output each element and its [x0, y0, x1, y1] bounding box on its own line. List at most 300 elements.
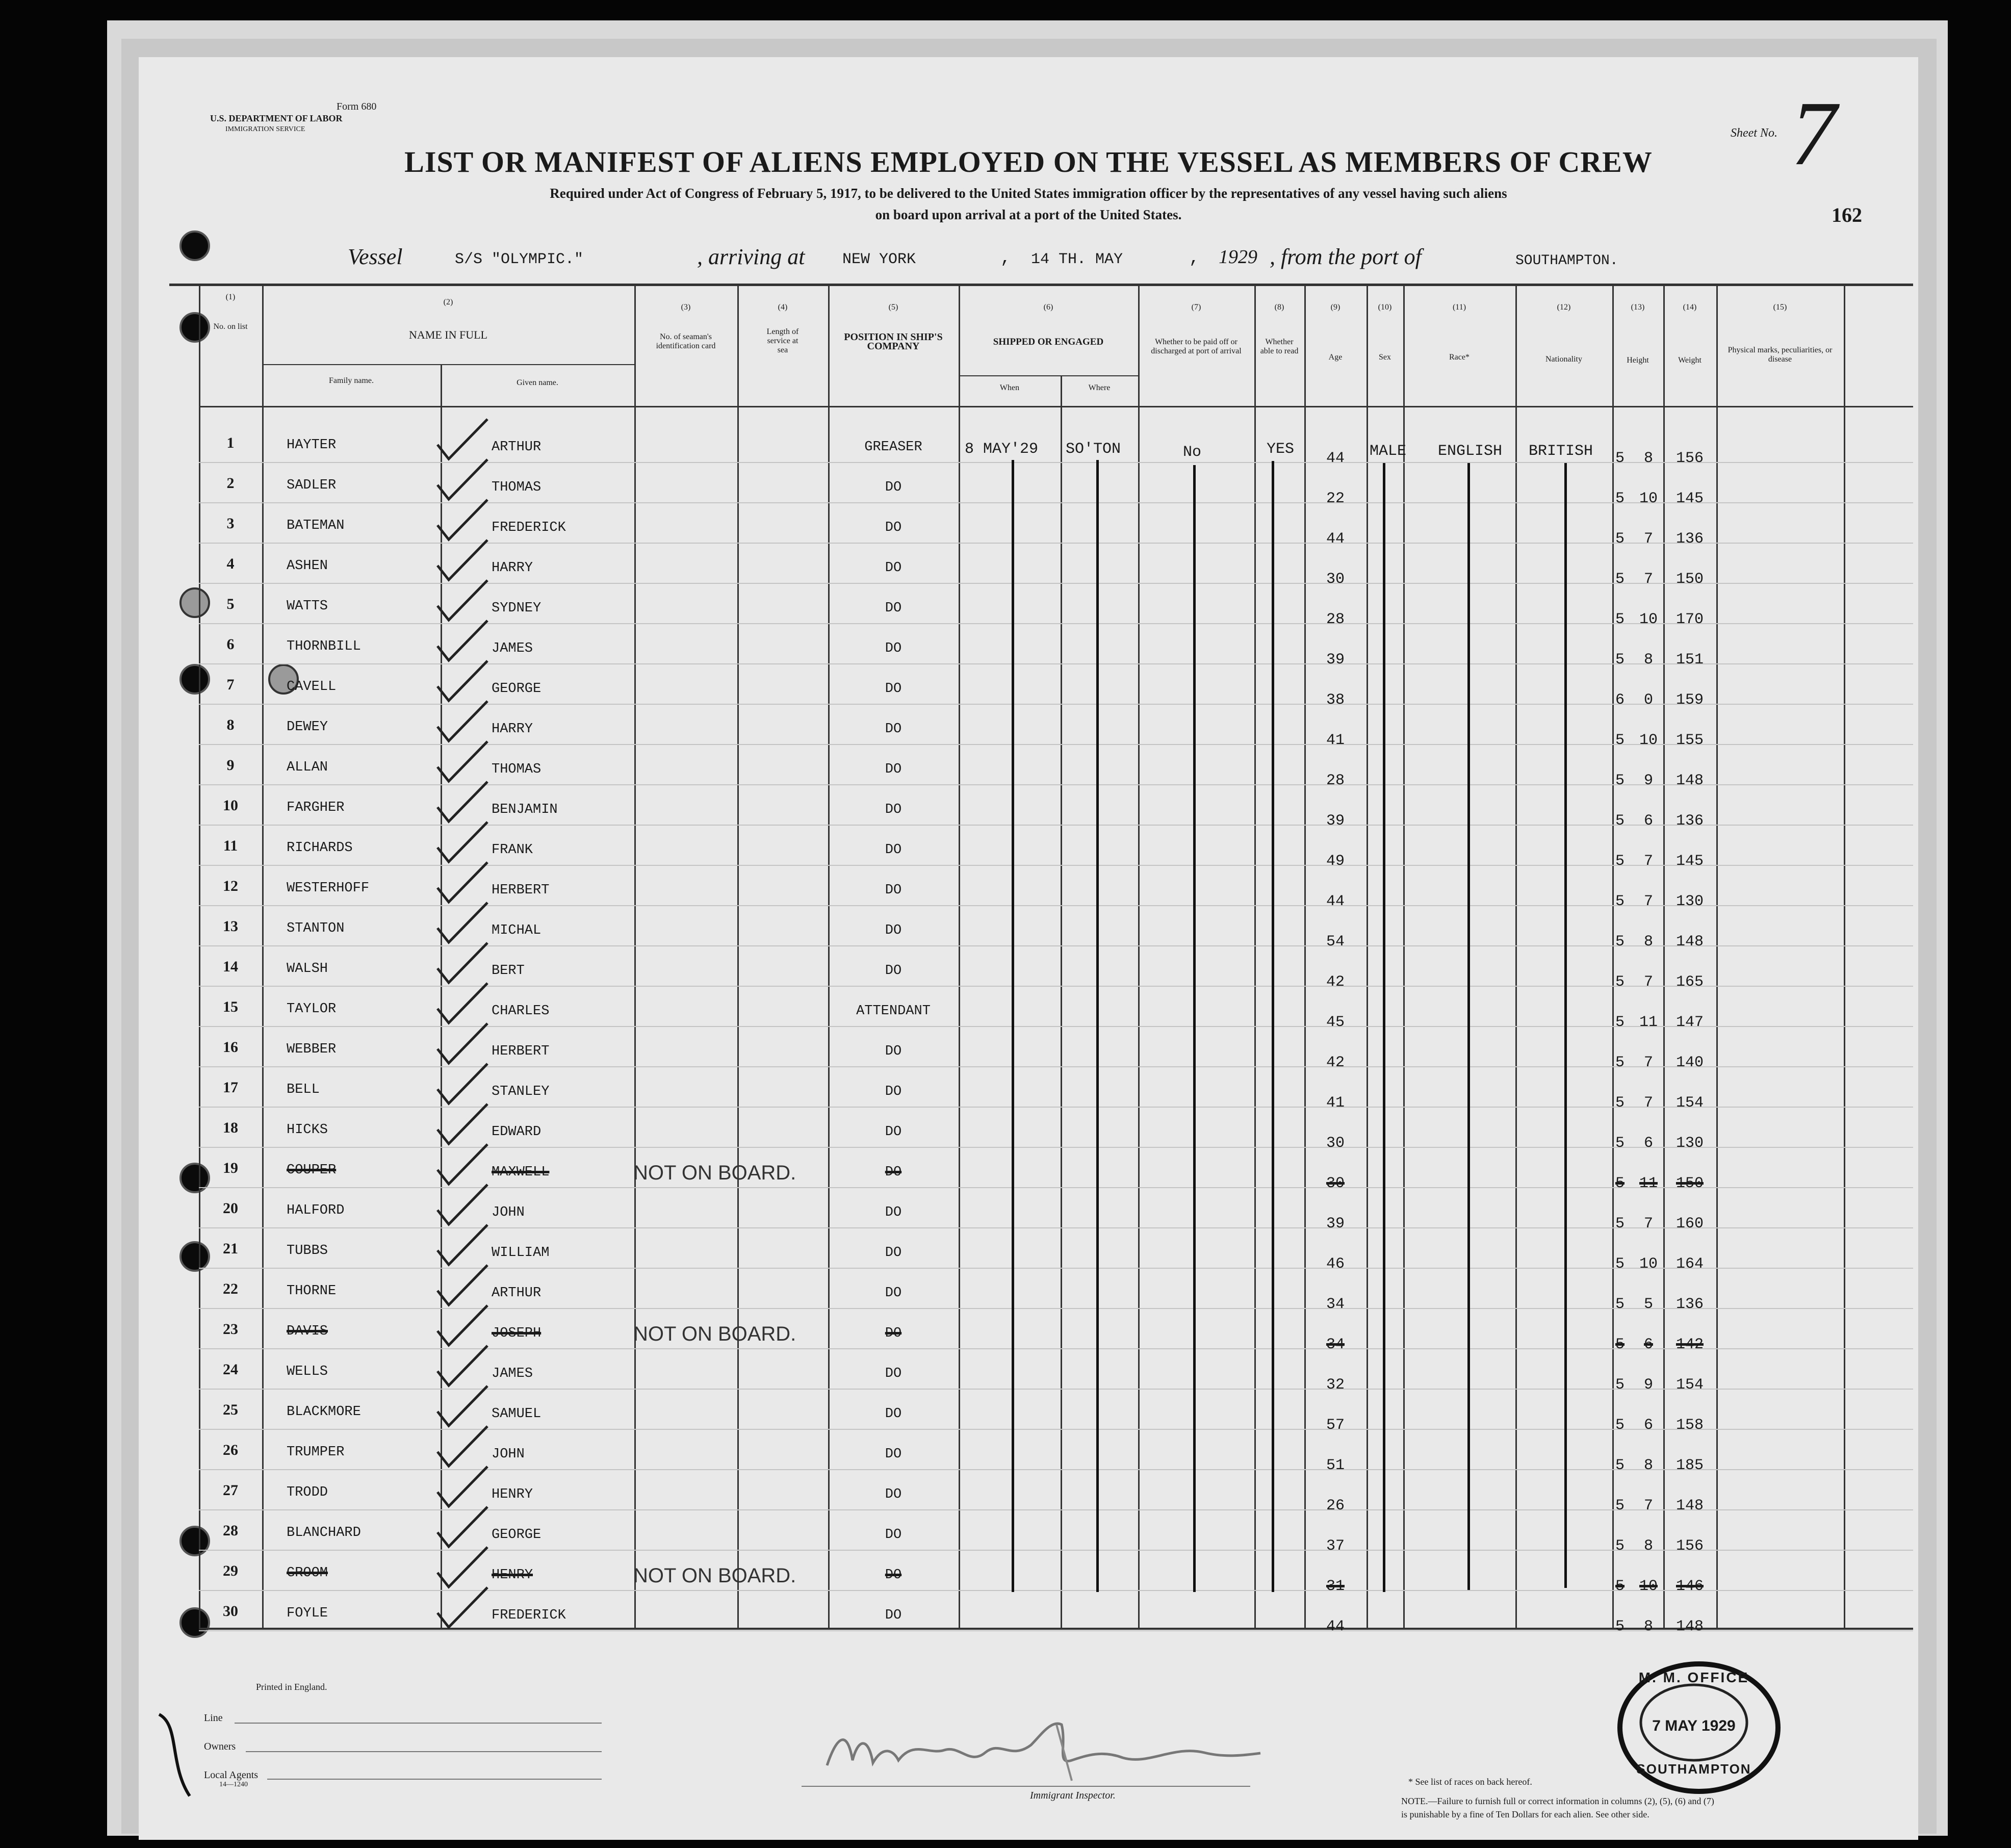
position: DO	[885, 1608, 902, 1623]
arriving-label: , arriving at	[697, 244, 805, 269]
check-mark	[434, 940, 491, 986]
stamp-top-text: M. M. OFFICE	[1638, 1670, 1749, 1685]
col5-header: POSITION IN SHIP'S COMPANY	[844, 331, 943, 352]
height-inches: 8	[1643, 933, 1653, 951]
age: 39	[1326, 651, 1345, 669]
height-inches: 10	[1639, 1255, 1658, 1273]
ditto-stroke	[1096, 460, 1099, 1592]
col9-num: (9)	[1330, 303, 1340, 312]
col13-num: (13)	[1631, 303, 1645, 312]
row-number: 28	[223, 1522, 238, 1539]
height-inches: 10	[1639, 611, 1658, 628]
family-name: WATTS	[287, 599, 328, 614]
age: 44	[1326, 893, 1345, 910]
family-name: THORNBILL	[287, 639, 361, 654]
row-number: 18	[223, 1119, 238, 1136]
departure-port: SOUTHAMPTON.	[1515, 253, 1618, 269]
given-name: HERBERT	[492, 883, 550, 898]
family-name: WELLS	[287, 1364, 328, 1379]
col14-header: Weight	[1678, 356, 1701, 365]
height-inches: 5	[1643, 1296, 1653, 1313]
weight: 148	[1675, 1618, 1704, 1635]
age: 30	[1326, 571, 1345, 588]
line-rule	[235, 1723, 602, 1724]
col-line	[1844, 284, 1845, 1630]
height-feet: 5	[1615, 732, 1625, 749]
check-mark	[434, 779, 491, 825]
manifest-page	[139, 57, 1918, 1840]
service: IMMIGRATION SERVICE	[225, 125, 305, 133]
row-number: 1	[226, 434, 235, 451]
weight: 145	[1675, 490, 1704, 507]
weight: 136	[1675, 1296, 1704, 1313]
height-inches: 9	[1643, 772, 1653, 789]
position: DO	[885, 1165, 902, 1180]
col4-num: (4)	[778, 303, 788, 312]
height-inches: 7	[1643, 853, 1653, 870]
height-feet: 5	[1615, 1336, 1625, 1353]
given-name: STANLEY	[492, 1084, 550, 1099]
row-number: 9	[226, 757, 235, 774]
col-line	[1254, 284, 1256, 1630]
weight: 142	[1675, 1336, 1704, 1353]
table-top-border	[169, 284, 1913, 286]
note-penalty-2: is punishable by a fine of Ten Dollars for each alien. See other side.	[1401, 1809, 1649, 1819]
weight: 155	[1675, 732, 1704, 749]
family-name: TUBBS	[287, 1243, 328, 1259]
family-name: WEBBER	[287, 1042, 337, 1057]
given-name: HERBERT	[492, 1044, 550, 1059]
note-penalty-1: NOTE.—Failure to furnish full or correct information in columns (2), (5), (6) and (7)	[1401, 1796, 1714, 1806]
check-mark	[434, 456, 491, 502]
age: 57	[1326, 1417, 1345, 1434]
printed-in: Printed in England.	[256, 1682, 327, 1692]
weight: 136	[1675, 812, 1704, 830]
age: 46	[1326, 1255, 1345, 1273]
position: DO	[885, 1527, 902, 1543]
height-inches: 8	[1643, 651, 1653, 669]
sep-comma-2: ,	[1189, 249, 1200, 268]
weight: 130	[1675, 893, 1704, 910]
col-line	[1403, 284, 1405, 1630]
position: DO	[885, 681, 902, 697]
weight: 150	[1675, 1175, 1704, 1192]
col1-header: No. on list	[213, 322, 248, 331]
check-mark	[434, 1544, 491, 1590]
family-name: WALSH	[287, 961, 328, 977]
col-line	[959, 284, 960, 1630]
height-feet: 5	[1615, 1255, 1625, 1273]
agents-label: Local Agents	[204, 1769, 259, 1781]
ditto-stroke	[1193, 465, 1196, 1592]
height-feet: 5	[1615, 1215, 1625, 1233]
height-inches: 7	[1643, 530, 1653, 548]
col9-header: Age	[1328, 353, 1343, 362]
given-name: BENJAMIN	[492, 802, 558, 817]
sex-value: MALE	[1370, 443, 1407, 460]
row-number: 23	[223, 1321, 238, 1338]
pencil-mark	[149, 1704, 210, 1806]
height-feet: 5	[1615, 571, 1625, 588]
position: DO	[885, 520, 902, 535]
owners-rule	[246, 1751, 602, 1752]
weight: 148	[1675, 933, 1704, 951]
given-name: JAMES	[492, 1366, 533, 1381]
check-mark	[434, 1182, 491, 1227]
weight: 146	[1675, 1578, 1704, 1595]
position: DO	[885, 1084, 902, 1099]
height-feet: 5	[1615, 450, 1625, 467]
check-mark	[434, 1141, 491, 1187]
position: DO	[885, 802, 902, 817]
position: DO	[885, 1205, 902, 1220]
given-name: ARTHUR	[492, 440, 542, 455]
stamp-date: 7 MAY 1929	[1652, 1717, 1736, 1734]
height-inches: 9	[1643, 1376, 1653, 1394]
height-inches: 7	[1643, 1054, 1653, 1071]
height-feet: 5	[1615, 933, 1625, 951]
col-line	[262, 284, 264, 1630]
position: DO	[885, 963, 902, 979]
height-inches: 6	[1643, 1336, 1653, 1353]
age: 34	[1326, 1296, 1345, 1313]
row-number: 16	[223, 1039, 238, 1056]
height-feet: 5	[1615, 1175, 1625, 1192]
given-name: SYDNEY	[492, 601, 542, 616]
height-inches: 7	[1643, 1497, 1653, 1515]
height-feet: 5	[1615, 1618, 1625, 1635]
given-name: HENRY	[492, 1487, 533, 1502]
family-name: GROOM	[287, 1565, 328, 1581]
family-name: TRODD	[287, 1485, 328, 1500]
col3-num: (3)	[681, 303, 691, 312]
family-name: TRUMPER	[287, 1445, 345, 1460]
weight: 159	[1675, 691, 1704, 709]
arrival-year: 1929	[1219, 246, 1257, 268]
weight: 170	[1675, 611, 1704, 628]
position: DO	[885, 480, 902, 495]
sheet-label: Sheet No.	[1731, 126, 1777, 140]
weight: 158	[1675, 1417, 1704, 1434]
check-mark	[434, 980, 491, 1026]
weight: 148	[1675, 1497, 1704, 1515]
not-on-board-stamp: NOT ON BOARD.	[633, 1564, 796, 1587]
note-races: * See list of races on back hereof.	[1408, 1777, 1532, 1787]
row-number: 7	[226, 676, 235, 693]
check-mark	[434, 1584, 491, 1630]
ditto-stroke	[1272, 461, 1274, 1592]
row-number: 20	[223, 1200, 238, 1217]
height-feet: 5	[1615, 812, 1625, 830]
height-feet: 5	[1615, 1135, 1625, 1152]
col-line	[1138, 284, 1140, 1630]
height-inches: 6	[1643, 1135, 1653, 1152]
weight: 164	[1675, 1255, 1704, 1273]
family-name: HICKS	[287, 1122, 328, 1138]
col12-header: Nationality	[1545, 355, 1582, 364]
race-value: ENGLISH	[1438, 443, 1503, 460]
height-feet: 5	[1615, 772, 1625, 789]
given-name: THOMAS	[492, 480, 542, 495]
family-name: THORNE	[287, 1284, 337, 1299]
check-mark	[434, 900, 491, 945]
age: 42	[1326, 973, 1345, 991]
family-name: DAVIS	[287, 1324, 328, 1339]
col15-header: Physical marks, peculiarities, or disease	[1728, 346, 1833, 364]
height-inches: 7	[1643, 1094, 1653, 1112]
age: 37	[1326, 1537, 1345, 1555]
given-name: BERT	[492, 963, 525, 979]
row-number: 24	[223, 1361, 238, 1378]
col-line	[1061, 376, 1062, 1630]
height-inches: 8	[1643, 1457, 1653, 1474]
col-line	[634, 284, 636, 1630]
age: 41	[1326, 732, 1345, 749]
family-name: CAVELL	[287, 679, 337, 695]
check-mark	[434, 577, 491, 623]
given-name: JOHN	[492, 1447, 525, 1462]
position: DO	[885, 560, 902, 576]
row-number: 22	[223, 1280, 238, 1297]
position: DO	[885, 1124, 902, 1140]
weight: 160	[1675, 1215, 1704, 1233]
weight: 136	[1675, 530, 1704, 548]
arrival-port: NEW YORK	[842, 251, 916, 268]
row-number: 2	[226, 475, 235, 492]
col5-num: (5)	[888, 303, 898, 312]
height-feet: 5	[1615, 1014, 1625, 1031]
col7-num: (7)	[1191, 303, 1201, 312]
check-mark	[434, 738, 491, 784]
age: 26	[1326, 1497, 1345, 1515]
inspector-label: Immigrant Inspector.	[1030, 1790, 1116, 1801]
family-name: TAYLOR	[287, 1002, 337, 1017]
col2b-header: Given name.	[517, 378, 558, 387]
age: 49	[1326, 853, 1345, 870]
col14-num: (14)	[1683, 303, 1697, 312]
row-number: 14	[223, 958, 238, 975]
height-inches: 7	[1643, 893, 1653, 910]
height-inches: 8	[1643, 450, 1653, 467]
height-inches: 8	[1643, 1537, 1653, 1555]
manifest-title: LIST OR MANIFEST OF ALIENS EMPLOYED ON THE VESSEL AS MEMBERS OF CREW	[404, 145, 1653, 178]
given-name: EDWARD	[492, 1124, 542, 1140]
position: DO	[885, 1406, 902, 1422]
family-name: ALLAN	[287, 760, 328, 775]
weight: 140	[1675, 1054, 1704, 1071]
age: 44	[1326, 1618, 1345, 1635]
age: 39	[1326, 812, 1345, 830]
department: U.S. DEPARTMENT OF LABOR	[210, 113, 343, 123]
col6a-header: When	[999, 383, 1020, 392]
given-name: THOMAS	[492, 762, 542, 777]
given-name: HARRY	[492, 560, 533, 576]
age: 54	[1326, 933, 1345, 951]
height-inches: 7	[1643, 1215, 1653, 1233]
row-number: 29	[223, 1562, 238, 1579]
col8-header: Whether able to read	[1260, 338, 1299, 355]
height-feet: 5	[1615, 893, 1625, 910]
age: 28	[1326, 611, 1345, 628]
check-mark	[434, 1383, 491, 1429]
weight: 151	[1675, 651, 1704, 669]
height-inches: 10	[1639, 490, 1658, 507]
row-number: 4	[226, 555, 235, 572]
header-bottom-border	[199, 406, 1913, 407]
inspector-signature	[817, 1704, 1266, 1791]
check-mark	[434, 618, 491, 663]
given-name: FREDERICK	[492, 1608, 566, 1623]
position: DO	[885, 1326, 902, 1341]
weight: 150	[1675, 571, 1704, 588]
age: 51	[1326, 1457, 1345, 1474]
row-number: 21	[223, 1240, 238, 1257]
height-feet: 5	[1615, 1054, 1625, 1071]
col3-header: No. of seaman's identification card	[656, 332, 716, 350]
position: DO	[885, 842, 902, 858]
vessel-label: Vessel	[348, 244, 403, 269]
check-mark	[434, 1101, 491, 1147]
given-name: JAMES	[492, 641, 533, 656]
row-number: 30	[223, 1603, 238, 1620]
check-mark	[434, 1343, 491, 1389]
arrival-date: 14 TH. MAY	[1031, 251, 1123, 268]
check-mark	[434, 1222, 491, 1268]
col-line	[1716, 284, 1718, 1630]
row-number: 10	[223, 797, 238, 814]
height-inches: 0	[1643, 691, 1653, 709]
family-name: FARGHER	[287, 800, 345, 815]
age: 34	[1326, 1336, 1345, 1353]
row-number: 11	[223, 837, 238, 854]
height-feet: 5	[1615, 611, 1625, 628]
height-feet: 5	[1615, 651, 1625, 669]
age: 39	[1326, 1215, 1345, 1233]
height-feet: 5	[1615, 1457, 1625, 1474]
ditto-stroke	[1467, 463, 1470, 1590]
height-inches: 8	[1643, 1618, 1653, 1635]
check-mark	[434, 819, 491, 865]
owners-label: Owners	[204, 1741, 236, 1752]
position: DO	[885, 883, 902, 898]
age: 31	[1326, 1578, 1345, 1595]
paid-off-value: No	[1183, 444, 1202, 461]
weight: 156	[1675, 1537, 1704, 1555]
given-name: WILLIAM	[492, 1245, 550, 1261]
age: 30	[1326, 1175, 1345, 1192]
check-mark	[434, 416, 491, 462]
height-feet: 5	[1615, 1296, 1625, 1313]
col11-header: Race*	[1449, 353, 1469, 362]
col11-num: (11)	[1452, 303, 1466, 312]
family-name: BLANCHARD	[287, 1525, 361, 1541]
position: DO	[885, 1366, 902, 1381]
given-name: FREDERICK	[492, 520, 566, 535]
from-port-label: , from the port of	[1270, 244, 1422, 269]
check-mark	[434, 537, 491, 583]
position: DO	[885, 722, 902, 737]
age: 22	[1326, 490, 1345, 507]
given-name: GEORGE	[492, 1527, 542, 1543]
family-name: HAYTER	[287, 438, 337, 453]
ditto-stroke	[1012, 460, 1014, 1592]
height-feet: 5	[1615, 853, 1625, 870]
agents-code: 14—1240	[219, 1781, 248, 1788]
vessel-name: S/S "OLYMPIC."	[455, 251, 584, 268]
position: DO	[885, 1568, 902, 1583]
col8-num: (8)	[1274, 303, 1284, 312]
shipped-where: SO'TON	[1066, 441, 1121, 458]
height-inches: 10	[1639, 1578, 1658, 1595]
row-number: 17	[223, 1079, 238, 1096]
age: 32	[1326, 1376, 1345, 1394]
shipped-when: 8 MAY'29	[965, 441, 1039, 458]
family-name: STANTON	[287, 921, 345, 936]
height-inches: 6	[1643, 812, 1653, 830]
family-name: ASHEN	[287, 558, 328, 574]
col10-header: Sex	[1379, 353, 1391, 362]
col15-num: (15)	[1773, 303, 1787, 312]
agents-rule	[267, 1779, 602, 1780]
family-name: FOYLE	[287, 1606, 328, 1621]
name-sub-line	[262, 364, 634, 365]
position: DO	[885, 641, 902, 656]
check-mark	[434, 1061, 491, 1107]
col4-header: Length of service at sea	[766, 327, 799, 354]
col-line	[1515, 284, 1517, 1630]
check-mark	[434, 658, 491, 704]
row-number: 13	[223, 918, 238, 935]
col13-header: Height	[1627, 356, 1649, 365]
age: 45	[1326, 1014, 1345, 1031]
col12-num: (12)	[1557, 303, 1571, 312]
check-mark	[434, 1464, 491, 1509]
height-feet: 5	[1615, 1578, 1625, 1595]
row-number: 6	[226, 636, 235, 653]
col6b-header: Where	[1088, 383, 1111, 392]
sheet-number: 7	[1791, 83, 1837, 184]
row-number: 27	[223, 1482, 238, 1499]
check-mark	[434, 1504, 491, 1550]
height-feet: 5	[1615, 1376, 1625, 1394]
family-name: RICHARDS	[287, 840, 353, 856]
family-name: WESTERHOFF	[287, 881, 370, 896]
col10-num: (10)	[1378, 303, 1392, 312]
position: DO	[885, 601, 902, 616]
check-mark	[434, 859, 491, 905]
col-line	[1367, 284, 1368, 1630]
row-number: 26	[223, 1442, 238, 1458]
family-name: BELL	[287, 1082, 320, 1097]
not-on-board-stamp: NOT ON BOARD.	[633, 1162, 796, 1184]
age: 42	[1326, 1054, 1345, 1071]
weight: 156	[1675, 450, 1704, 467]
family-name: BLACKMORE	[287, 1404, 361, 1420]
given-name: HENRY	[492, 1568, 533, 1583]
weight: 148	[1675, 772, 1704, 789]
family-name: BATEMAN	[287, 518, 345, 533]
given-name: MAXWELL	[492, 1165, 550, 1180]
ditto-stroke	[1564, 463, 1567, 1588]
able-to-read-value: YES	[1267, 441, 1295, 458]
given-name: HARRY	[492, 722, 533, 737]
position: ATTENDANT	[856, 1004, 931, 1019]
col-line	[737, 284, 739, 1630]
subtitle-line-1: Required under Act of Congress of February 5, 1917, to be delivered to the United States immigration officer by the representatives of any vessel having such aliens	[550, 186, 1507, 201]
weight: 130	[1675, 1135, 1704, 1152]
check-mark	[434, 1262, 491, 1308]
age: 38	[1326, 691, 1345, 709]
